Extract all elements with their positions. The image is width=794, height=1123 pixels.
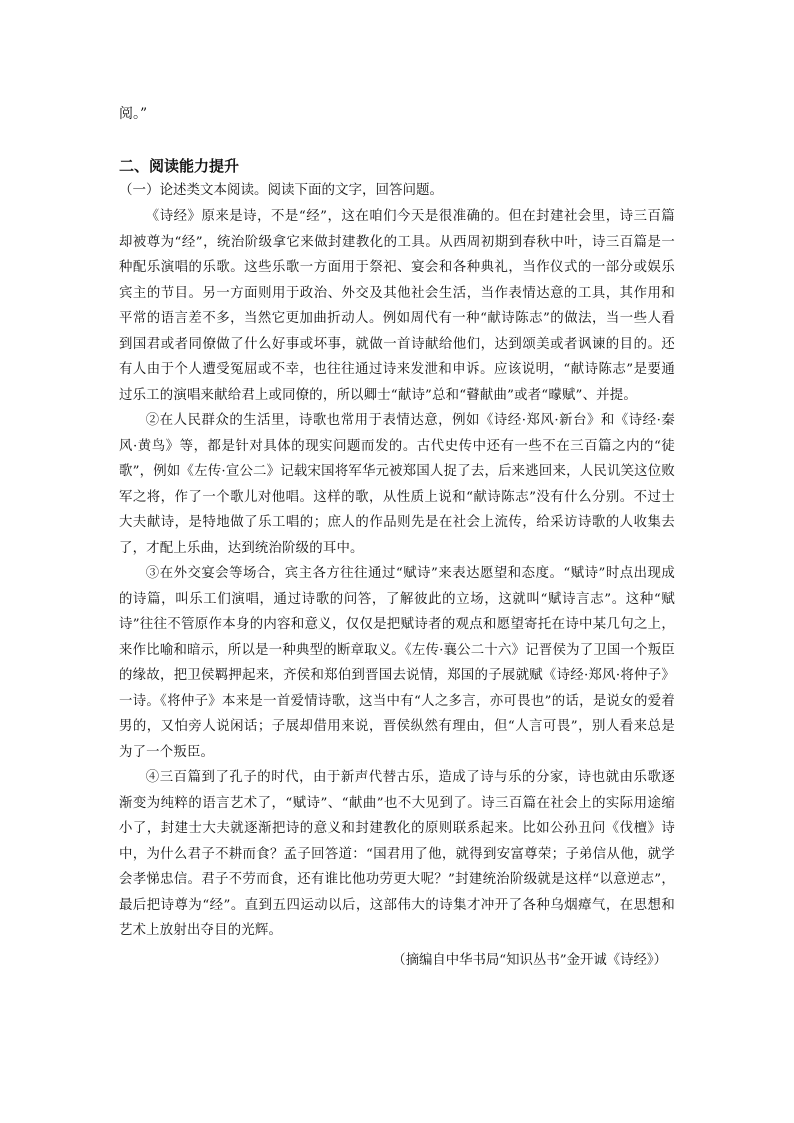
- section-subtitle: （一）论述类文本阅读。阅读下面的文字，回答问题。: [119, 182, 443, 198]
- paragraph-1: 《诗经》原来是诗，不是“经”，这在咱们今天是很准确的。但在封建社会里，诗三百篇却被尊为“经”，统治阶级拿它来做封建教化的工具。从西周初期到春秋中叶，诗三百篇是一种配乐演唱的乐歌。这些乐歌一方面用于祭祀、宴会和各种典礼，当作仪式的一部分或娱乐宾主的节目。另一方面则用于政治、外交及其他社会生活，当作表情达意的工具，其作用和平常的语言差不多，当然它更加曲折动人。例如周代有一种“献诗陈志”的做法，当一些人看到国君或者同僚做了什么好事或坏事，就做一首诗献给他们，达到颂美或者讽谏的目的。还有人由于个人遭受冤屈或不幸，也往往通过诗来发泄和申诉。应该说明，“献诗陈志”是要通过乐工的演唱来献给君上或同僚的，所以卿士“献诗”总和“瞽献曲”或者“曚赋”、并提。: [119, 209, 675, 403]
- section-title: 二、阅读能力提升: [119, 157, 240, 175]
- document-page: [119, 103, 675, 973]
- carryover-text: 阅。”: [119, 106, 148, 122]
- source-citation: （摘编自中华书局“知识丛书”金开诚《诗经》）: [392, 952, 667, 968]
- paragraph-3: ③在外交宴会等场合，宾主各方往往通过“赋诗”来表达愿望和态度。“赋诗”时点出现成的诗篇，叫乐工们演唱，通过诗歌的问答，了解彼此的立场，这就叫“赋诗言志”。这种“赋诗”往往不管原作本身的内容和意义，仅仅是把赋诗者的观点和愿望寄托在诗中某几句之上，来作比喻和暗示，所以是一种典型的断章取义。《左传·襄公二十六》记晋侯为了卫国一个叛臣的缘故，把卫侯羁押起来，齐侯和郑伯到晋国去说情，郑国的子展就赋《诗经·郑风·将仲子》一诗。《将仲子》本来是一首爱情诗歌，这当中有“人之多言，亦可畏也”的话，是说女的爱着男的，又怕旁人说闲话；子展却借用来说，晋侯纵然有理由，但“人言可畏”，别人看来总是为了一个叛臣。: [119, 566, 675, 760]
- paragraph-2: ②在人民群众的生活里，诗歌也常用于表情达意，例如《诗经·郑风·新台》和《诗经·秦风·黄鸟》等，都是针对具体的现实问题而发的。古代史传中还有一些不在三百篇之内的“徒歌”，例如《左传·宣公二》记载宋国将军华元被郑国人捉了去，后来逃回来，人民讥笑这位败军之将，作了一个歌儿对他唱。这样的歌，从性质上说和“献诗陈志”没有什么分别。不过士大夫献诗，是特地做了乐工唱的；庶人的作品则先是在社会上流传，给采访诗歌的人收集去了，才配上乐曲，达到统治阶级的耳中。: [119, 413, 675, 556]
- paragraph-4: ④三百篇到了孔子的时代，由于新声代替古乐，造成了诗与乐的分家，诗也就由乐歌逐渐变为纯粹的语言艺术了，“赋诗”、“献曲”也不大见到了。诗三百篇在社会上的实际用途缩小了，封建士大夫就逐渐把诗的意义和封建教化的原则联系起来。比如公孙丑问《伐檀》诗中，为什么君子不耕而食？孟子回答道：“国君用了他，就得到安富尊荣；子弟信从他，就学会孝悌忠信。君子不劳而食，还有谁比他功劳更大呢？”封建统治阶级就是这样“以意逆志”，最后把诗尊为“经”。直到五四运动以后，这部伟大的诗集才冲开了各种乌烟瘴气，在思想和艺术上放射出夺目的光辉。: [119, 770, 675, 938]
